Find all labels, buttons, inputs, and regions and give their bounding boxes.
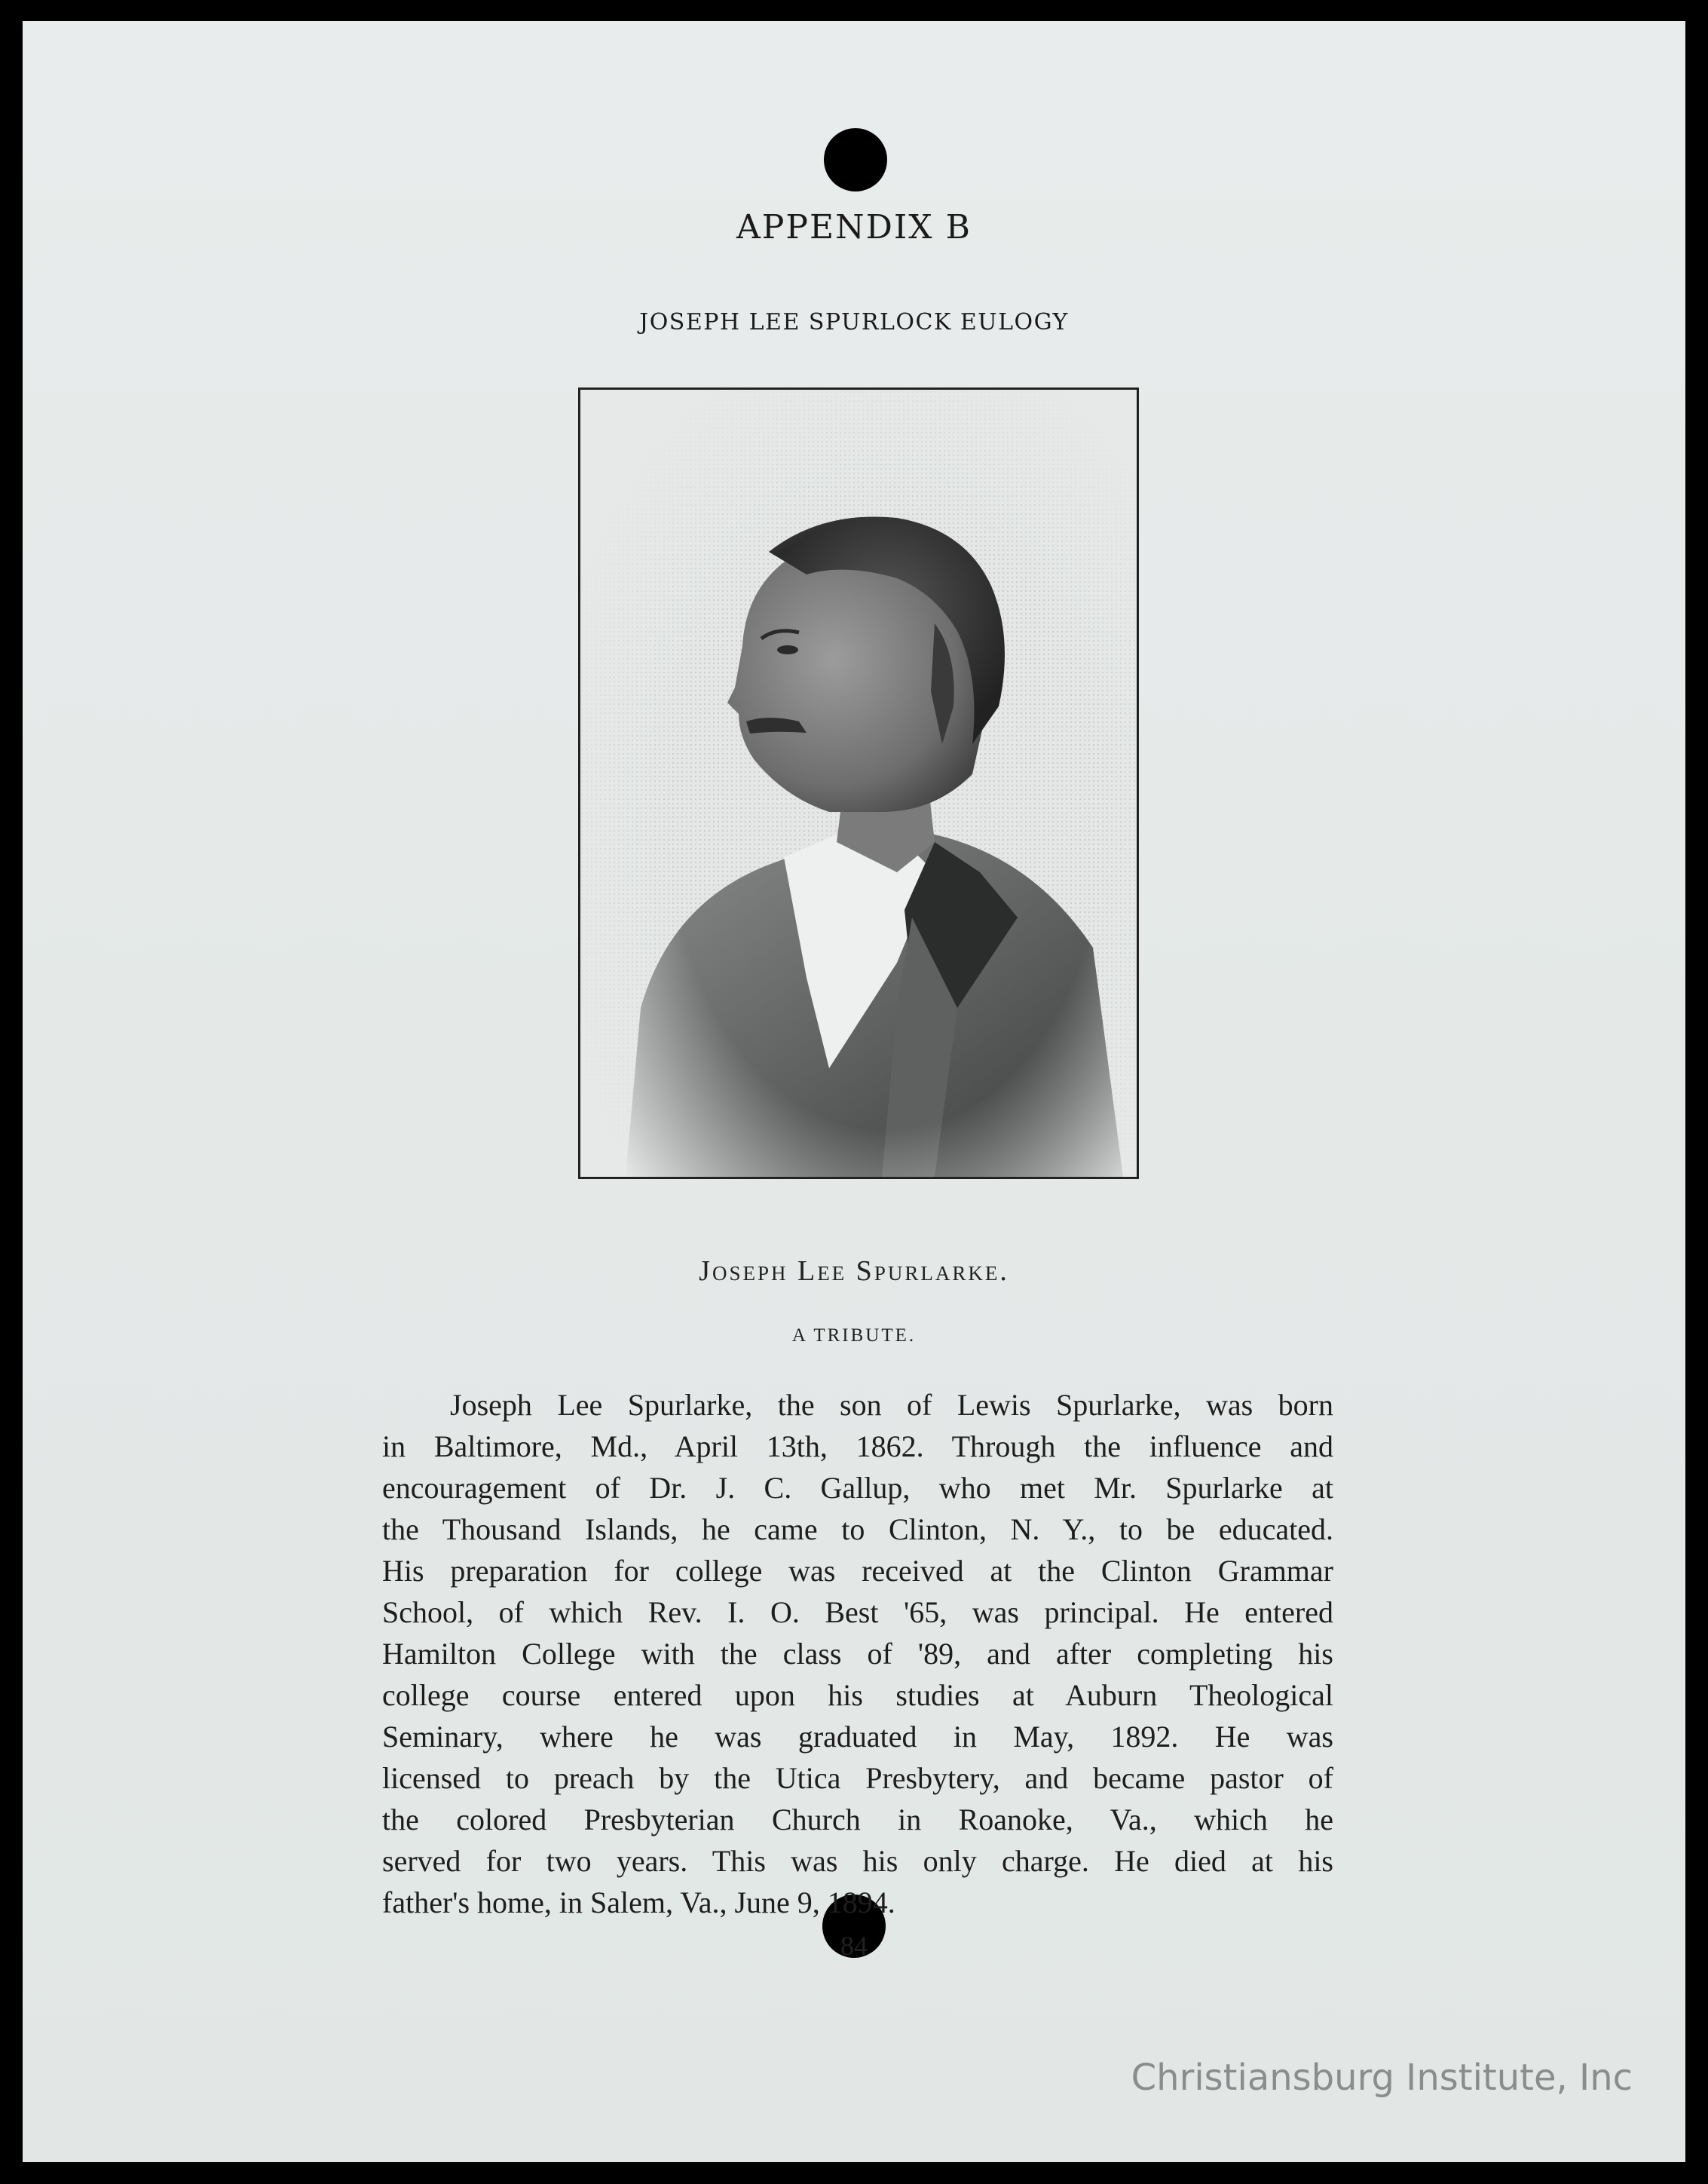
body-line: father's home, in Salem, Va., June 9, 1894. xyxy=(382,1885,895,1919)
body-line: the colored Presbyterian Church in Roanoke, Va., which he xyxy=(382,1803,1333,1836)
portrait-photo xyxy=(578,387,1139,1179)
punch-hole-top xyxy=(824,128,887,191)
body-line: Seminary, where he was graduated in May, 1892. He was xyxy=(382,1720,1333,1754)
body-line: Hamilton College with the class of '89, and after completing his xyxy=(382,1637,1333,1671)
photo-caption: Joseph Lee Spurlarke. xyxy=(699,1255,1009,1287)
tribute-heading: A TRIBUTE. xyxy=(791,1325,917,1346)
page-title: APPENDIX B xyxy=(736,208,972,247)
body-line: in Baltimore, Md., April 13th, 1862. Through the influence and xyxy=(382,1429,1333,1463)
body-line: Joseph Lee Spurlarke, the son of Lewis Spurlarke, was born xyxy=(450,1388,1333,1422)
watermark: Christiansburg Institute, Inc xyxy=(1131,2057,1633,2099)
tribute-body xyxy=(382,1384,1333,1923)
document-page xyxy=(23,21,1685,2162)
body-line: the Thousand Islands, he came to Clinton, N. Y., to be educated. xyxy=(382,1512,1333,1546)
page-subtitle: JOSEPH LEE SPURLOCK EULOGY xyxy=(639,309,1069,335)
body-line: served for two years. This was his only charge. He died at his xyxy=(382,1844,1333,1878)
body-line: His preparation for college was received at the Clinton Grammar xyxy=(382,1554,1333,1588)
body-line: licensed to preach by the Utica Presbytery, and became pastor of xyxy=(382,1761,1333,1795)
body-line: college course entered upon his studies at Auburn Theological xyxy=(382,1678,1333,1712)
page-number: 84 xyxy=(840,1931,868,1961)
body-line: encouragement of Dr. J. C. Gallup, who met Mr. Spurlarke at xyxy=(382,1471,1333,1505)
body-line: School, of which Rev. I. O. Best '65, was principal. He entered xyxy=(382,1595,1333,1629)
